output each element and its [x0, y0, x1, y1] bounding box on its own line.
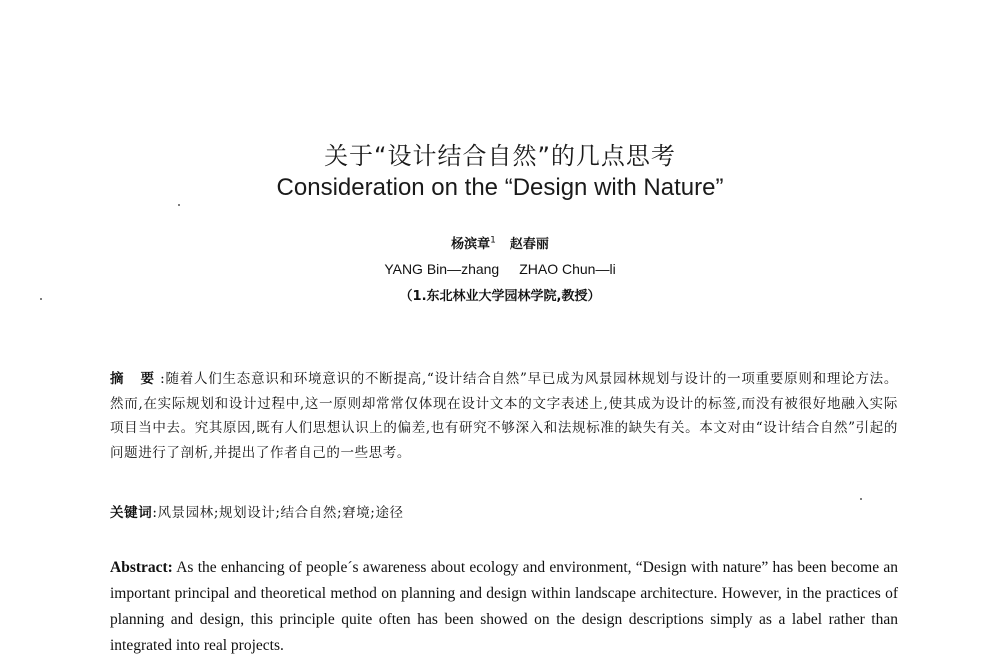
affiliation: （1.东北林业大学园林学院,教授） — [399, 289, 601, 304]
authors-english — [0, 261, 1000, 277]
keywords — [110, 501, 898, 525]
abstract-zh-label: 摘 要 — [110, 371, 161, 387]
author-name-en: YANG Bin—zhang — [384, 261, 500, 277]
keywords-label: 关键词 — [110, 505, 153, 521]
author-name-en: ZHAO Chun—li — [519, 261, 616, 277]
abstract-english — [110, 555, 898, 659]
title-chinese: 关于“设计结合自然”的几点思考 — [324, 142, 676, 170]
abstract-en-label: Abstract: — [110, 559, 173, 576]
abstract-chinese — [110, 367, 898, 465]
author-name-zh: 赵春丽 — [509, 237, 549, 252]
author-affiliation-mark: 1 — [490, 235, 496, 246]
author-name-zh: 杨滨章 — [451, 237, 491, 252]
title-english: Consideration on the “Design with Nature” — [276, 174, 724, 201]
authors-chinese — [0, 233, 1000, 252]
scan-speck — [860, 498, 862, 500]
scan-speck — [178, 204, 180, 206]
abstract-zh-text: :随着人们生态意识和环境意识的不断提高,“设计结合自然”早已成为风景园林规划与设计的一项重要原则和理论方法。然而,在实际规划和设计过程中,这一原则却常常仅体现在设计文本的文字表述上,使其成为设计的标签,而没有被很好地融入实际项目当中去。究其原因,既有人们思想认识上的偏差,也有研究不够深入和法规标准的缺失有关。本文对由“设计结合自然”引起的问题进行了剖析,并提出了作者自己的一些思考。 — [110, 371, 898, 461]
keywords-text: :风景园林;规划设计;结合自然;窘境;途径 — [152, 505, 404, 521]
abstract-en-text: As the enhancing of people´s awareness about ecology and environment, “Design with nature” has been become an important principal and theoretical method on planning and design within landscape architecture. However, in the practices of planning and design, this principle quite often has been showed on the design descriptions simply as a label rather than integrated into real projects. — [110, 559, 898, 654]
